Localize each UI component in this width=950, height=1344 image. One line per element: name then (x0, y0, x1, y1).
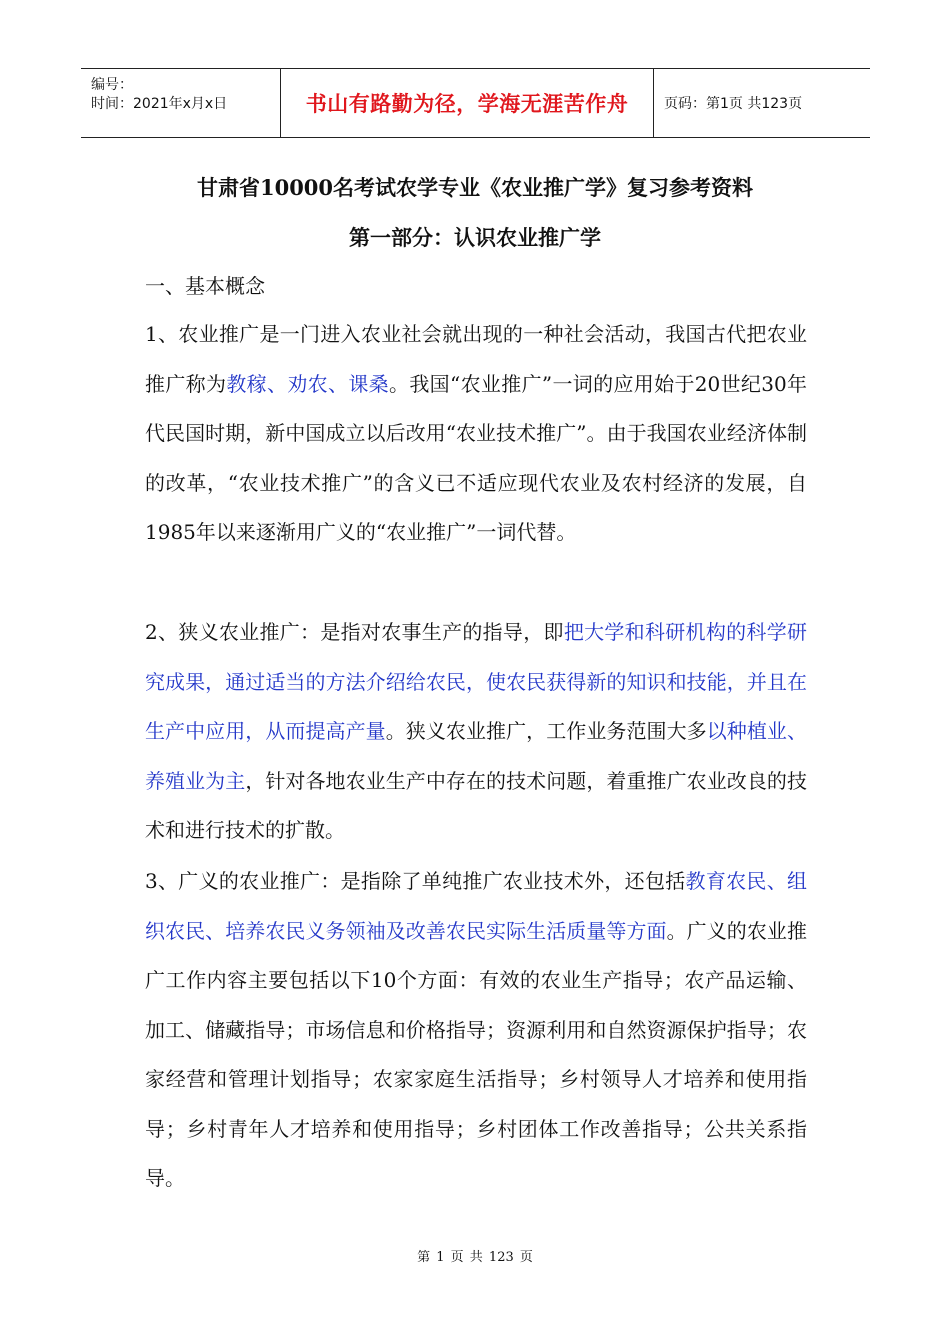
paragraph-3 (145, 857, 807, 1204)
motto: 书山有路勤为径，学海无涯苦作舟 (305, 92, 629, 116)
header-motto-cell (281, 69, 654, 137)
header-page-cell (654, 69, 870, 137)
header-table (81, 68, 870, 138)
highlighted-text: 教育农民、组织农民、培养农民义务领袖及改善农民实际生活质量等方面 (145, 869, 807, 943)
paragraph-1 (145, 310, 807, 558)
paragraph-text: 1、农业推广是一门进入农业社会就出现的一种社会活动，我国古代把农业推广称为 (145, 322, 807, 396)
page-label: 页码：第1页 共123页 (664, 96, 803, 112)
highlighted-text: 教稼、劝农、课桑 (226, 371, 390, 396)
header-info-cell (81, 69, 281, 137)
highlighted-text: 以种植业、养殖业为主 (145, 719, 807, 793)
paragraph-2 (145, 608, 807, 856)
time-label: 时间：2021年x月x日 (91, 96, 228, 112)
part-title: 第一部分：认识农业推广学 (349, 225, 601, 250)
highlighted-text: 把大学和科研机构的科学研究成果，通过适当的方法介绍给农民，使农民获得新的知识和技能，并且在生产中应用，从而提高产量 (145, 620, 807, 743)
page-footer: 第 1 页 共 123 页 (417, 1250, 533, 1265)
paragraph-text: 。广义的农业推广工作内容主要包括以下10个方面：有效的农业生产指导；农产品运输、加工、储藏指导；市场信息和价格指导；资源利用和自然资源保护指导；农家经营和管理计划指导；农家家庭生活指导；乡村领导人才培养和使用指导；乡村青年人才培养和使用指导；乡村团体工作改善指导；公共关系指导。 (145, 918, 807, 1190)
number-label: 编号： (91, 77, 133, 93)
paragraph-text: 2、狭义农业推广：是指对农事生产的指导，即 (145, 620, 564, 644)
document-title: 甘肃省10000名考试农学专业《农业推广学》复习参考资料 (196, 175, 754, 200)
section-heading: 一、基本概念 (145, 274, 265, 298)
paragraph-text: ，针对各地农业生产中存在的技术问题，着重推广农业改良的技术和进行技术的扩散。 (145, 768, 807, 842)
paragraph-text: 3、广义的农业推广：是指除了单纯推广农业技术外，还包括 (145, 869, 686, 893)
paragraph-text: 。我国“农业推广”一词的应用始于20世纪30年代民国时期，新中国成立以后改用“农业技术推广”。由于我国农业经济体制的改革，“农业技术推广”的含义已不适应现代农业及农村经济的发展，自1985年以来逐渐用广义的“农业推广”一词代替。 (145, 371, 808, 544)
paragraph-text: 。狭义农业推广，工作业务范围大多 (385, 719, 707, 743)
